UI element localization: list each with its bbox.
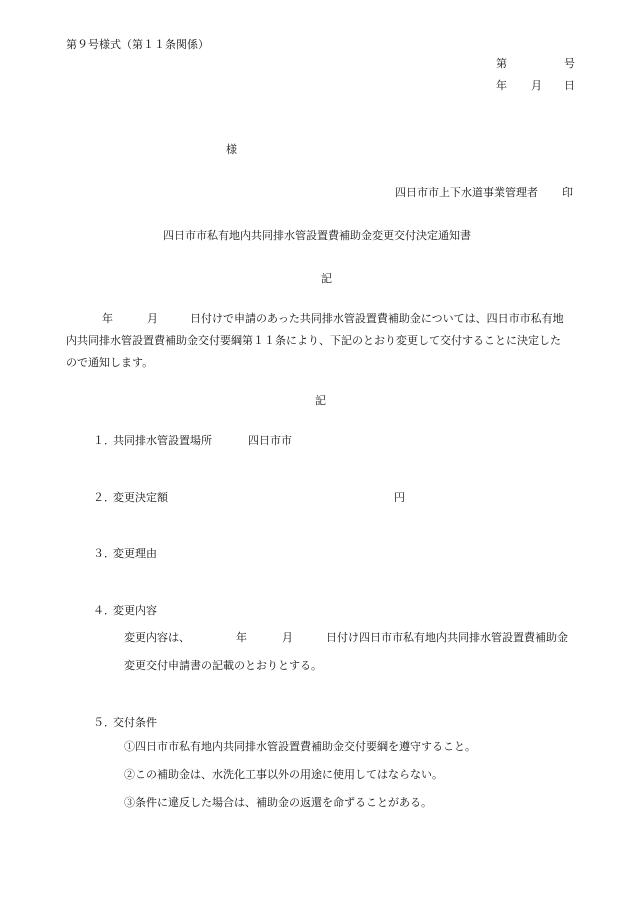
- heading-ki: 記: [315, 394, 326, 407]
- item-2-label: 変更決定額: [113, 491, 168, 504]
- item-3-label: 変更理由: [113, 547, 157, 560]
- doc-number-dai: 第: [496, 57, 507, 70]
- item-4-number: ４．: [93, 604, 115, 617]
- body-line-1: 日付けで申請のあった共同排水管設置費補助金については、四日市市私有地: [190, 312, 564, 325]
- item-1-value: 四日市市: [248, 434, 292, 447]
- condition-2: ②この補助金は、水洗化工事以外の用途に使用してはならない。: [124, 768, 443, 781]
- item-4-line-1-prefix: 変更内容は、: [124, 631, 190, 644]
- item-3-number: ３．: [93, 547, 115, 560]
- body-year-label: 年: [102, 312, 113, 325]
- body-line-2: 内共同排水管設置費補助金交付要綱第１１条により、下記のとおり変更して交付することに決定した: [66, 334, 561, 347]
- heading-top: 記: [321, 272, 332, 285]
- item-2-unit: 円: [394, 491, 405, 504]
- item-2-number: ２．: [93, 491, 115, 504]
- item-5-label: 交付条件: [113, 716, 157, 729]
- item-1-number: １．: [93, 434, 115, 447]
- item-4-month-label: 月: [282, 631, 293, 644]
- item-4-year-label: 年: [236, 631, 247, 644]
- document-title: 四日市市私有地内共同排水管設置費補助金変更交付決定通知書: [163, 229, 471, 242]
- doc-date-year: 年: [496, 79, 507, 92]
- body-month-label: 月: [147, 312, 158, 325]
- doc-date-day: 日: [564, 79, 575, 92]
- body-line-3: ので通知します。: [66, 356, 154, 369]
- doc-number-go: 号: [564, 57, 575, 70]
- doc-date-month: 月: [531, 79, 542, 92]
- condition-3: ③条件に違反した場合は、補助金の返還を命ずることがある。: [124, 796, 432, 809]
- item-5-number: ５．: [93, 716, 115, 729]
- issuer-name: 四日市市上下水道事業管理者: [395, 186, 538, 199]
- item-4-line-1-rest: 日付け四日市市私有地内共同排水管設置費補助金: [326, 631, 568, 644]
- item-1-label: 共同排水管設置場所: [113, 434, 212, 447]
- item-4-line-2: 変更交付申請書の記載のとおりとする。: [124, 659, 322, 672]
- form-label: 第９号様式（第１１条関係）: [66, 38, 209, 51]
- addressee-suffix: 様: [226, 143, 237, 156]
- item-4-label: 変更内容: [113, 604, 157, 617]
- seal-mark: 印: [562, 186, 573, 199]
- condition-1: ①四日市市私有地内共同排水管設置費補助金交付要綱を遵守すること。: [124, 740, 476, 753]
